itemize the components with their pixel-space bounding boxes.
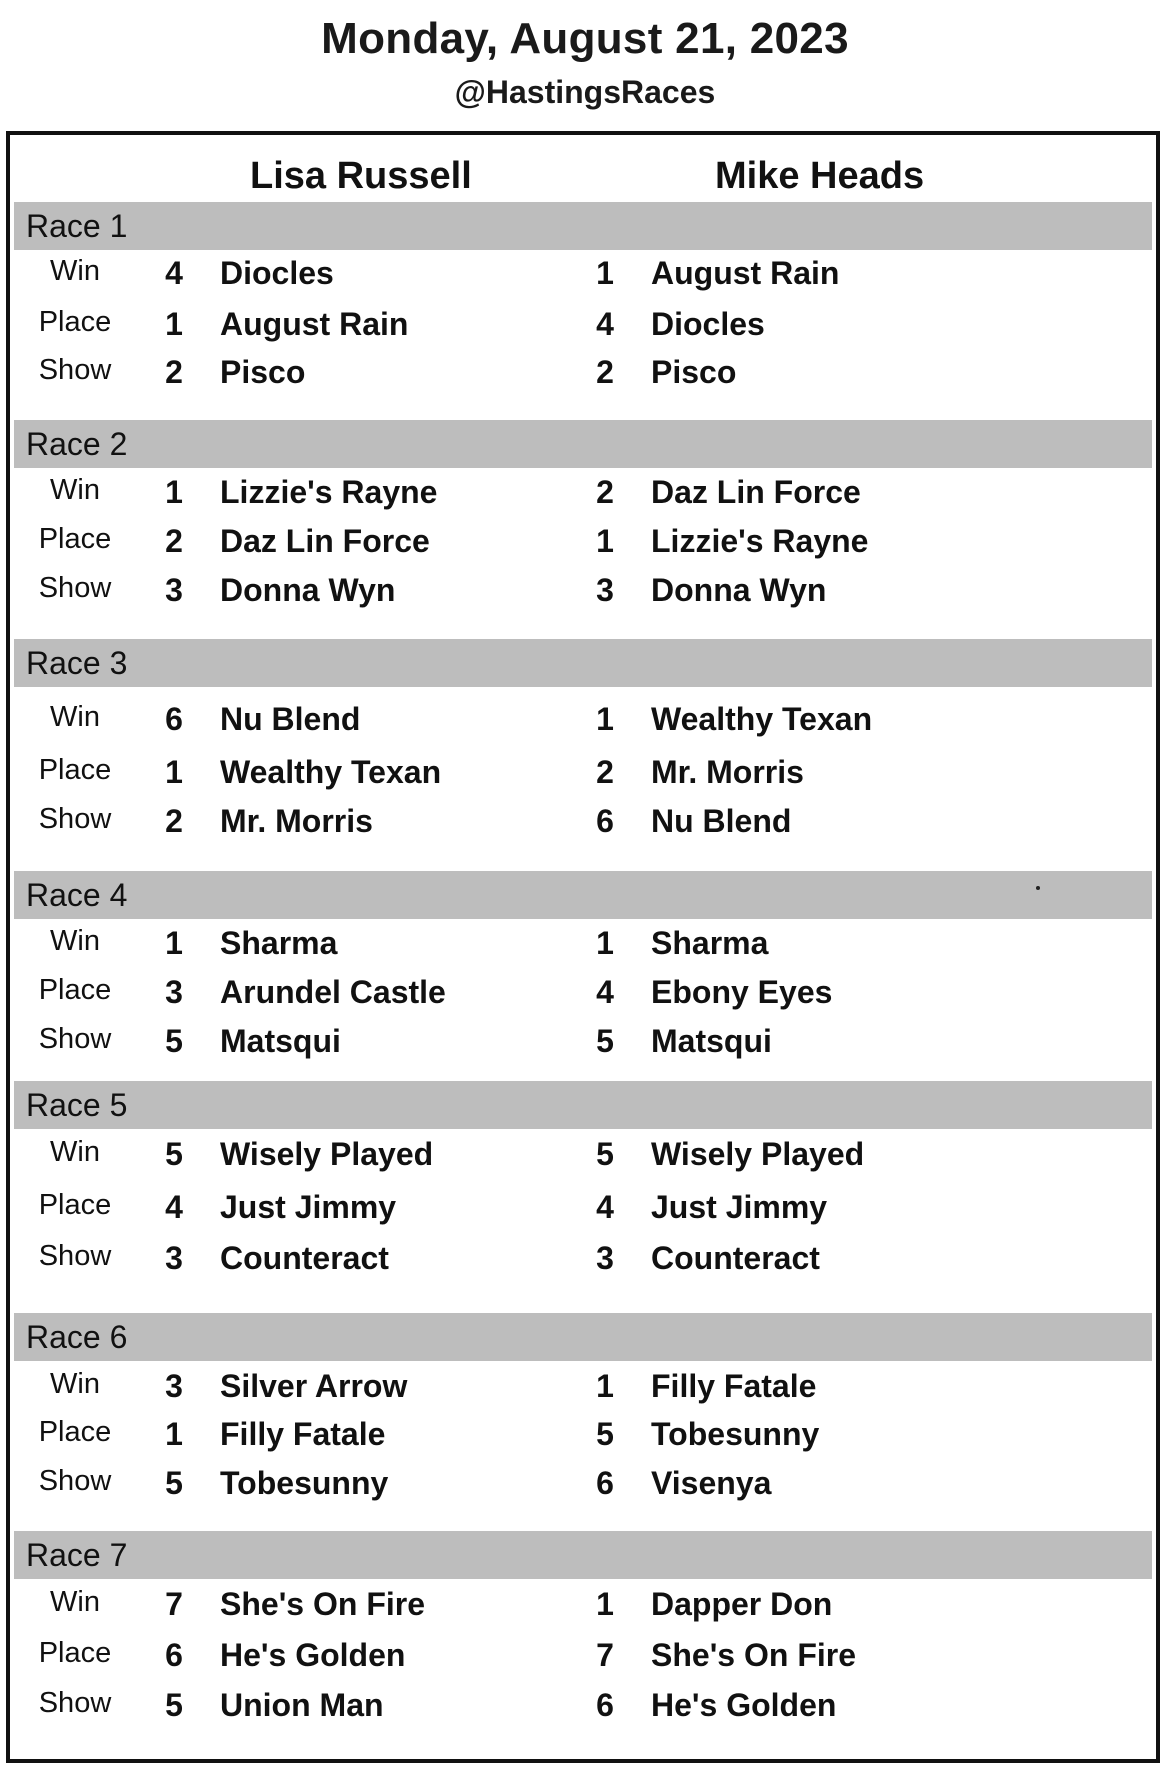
finish-position: Place [38,523,112,555]
mike-program-number: 2 [596,474,614,510]
mike-program-number: 5 [596,1136,614,1172]
finish-position: Show [38,803,112,835]
lisa-horse-name: Wealthy Texan [220,754,442,790]
race-label: Race 7 [26,1537,128,1573]
pick-row [14,925,1152,969]
lisa-horse-name: Filly Fatale [220,1416,386,1452]
pick-row [14,1240,1152,1284]
finish-position: Show [38,1240,112,1272]
pick-row [14,701,1152,745]
mike-program-number: 3 [596,572,614,608]
race-header-bar [14,1313,1152,1361]
pick-row [14,523,1152,567]
mike-horse-name: Lizzie's Rayne [651,523,869,559]
finish-position: Place [38,754,112,786]
lisa-program-number: 1 [165,1416,183,1452]
pick-row [14,474,1152,518]
lisa-horse-name: Nu Blend [220,701,361,737]
mike-program-number: 2 [596,754,614,790]
finish-position: Win [50,474,100,506]
pick-row [14,255,1152,299]
mike-program-number: 5 [596,1023,614,1059]
pick-row [14,1189,1152,1233]
lisa-horse-name: Arundel Castle [220,974,446,1010]
handicapper-name-lisa: Lisa Russell [250,155,472,197]
pick-row [14,1465,1152,1509]
finish-position: Win [50,701,100,733]
race-header-bar [14,420,1152,468]
pick-row [14,1368,1152,1412]
stray-dot [1036,886,1040,890]
mike-horse-name: Diocles [651,306,765,342]
lisa-horse-name: Daz Lin Force [220,523,430,559]
race-label: Race 6 [26,1319,128,1355]
race-label: Race 3 [26,645,128,681]
lisa-program-number: 5 [165,1023,183,1059]
mike-program-number: 1 [596,701,614,737]
lisa-program-number: 2 [165,803,183,839]
twitter-handle: @HastingsRaces [454,74,716,110]
race-header-bar [14,1081,1152,1129]
mike-horse-name: August Rain [651,255,840,291]
mike-program-number: 2 [596,354,614,390]
lisa-horse-name: Lizzie's Rayne [220,474,438,510]
finish-position: Place [38,1416,112,1448]
mike-horse-name: Nu Blend [651,803,792,839]
lisa-program-number: 3 [165,1240,183,1276]
lisa-horse-name: Silver Arrow [220,1368,408,1404]
finish-position: Show [38,1023,112,1055]
lisa-horse-name: Sharma [220,925,338,961]
lisa-program-number: 4 [165,255,183,291]
lisa-program-number: 3 [165,1368,183,1404]
pick-row [14,974,1152,1018]
lisa-program-number: 4 [165,1189,183,1225]
pick-row [14,572,1152,616]
finish-position: Win [50,255,100,287]
lisa-program-number: 5 [165,1687,183,1723]
lisa-program-number: 5 [165,1136,183,1172]
mike-horse-name: Mr. Morris [651,754,804,790]
lisa-program-number: 6 [165,1637,183,1673]
mike-horse-name: He's Golden [651,1687,837,1723]
mike-program-number: 1 [596,1368,614,1404]
race-label: Race 4 [26,877,128,913]
mike-program-number: 4 [596,974,614,1010]
lisa-horse-name: August Rain [220,306,409,342]
lisa-horse-name: Just Jimmy [220,1189,397,1225]
lisa-program-number: 1 [165,925,183,961]
lisa-program-number: 5 [165,1465,183,1501]
mike-program-number: 1 [596,255,614,291]
lisa-horse-name: Wisely Played [220,1136,434,1172]
mike-horse-name: Counteract [651,1240,820,1276]
lisa-horse-name: Counteract [220,1240,389,1276]
mike-program-number: 3 [596,1240,614,1276]
handicapper-name-mike: Mike Heads [715,155,925,197]
finish-position: Place [38,306,112,338]
lisa-horse-name: Union Man [220,1687,384,1723]
race-label: Race 1 [26,208,128,244]
lisa-horse-name: She's On Fire [220,1586,425,1622]
finish-position: Place [38,974,112,1006]
race-header-bar [14,639,1152,687]
mike-horse-name: Wealthy Texan [651,701,873,737]
lisa-program-number: 2 [165,523,183,559]
pick-row [14,1023,1152,1067]
pick-row [14,803,1152,847]
lisa-horse-name: He's Golden [220,1637,406,1673]
race-header-bar [14,871,1152,919]
mike-horse-name: Donna Wyn [651,572,827,608]
mike-program-number: 6 [596,1465,614,1501]
pick-row [14,1416,1152,1460]
lisa-program-number: 3 [165,572,183,608]
page-title: Monday, August 21, 2023 [321,14,849,63]
pick-row [14,1136,1152,1180]
finish-position: Win [50,1368,100,1400]
pick-row [14,1586,1152,1630]
finish-position: Show [38,1687,112,1719]
pick-row [14,354,1152,398]
mike-horse-name: Filly Fatale [651,1368,817,1404]
lisa-horse-name: Mr. Morris [220,803,373,839]
race-label: Race 2 [26,426,128,462]
finish-position: Show [38,572,112,604]
lisa-horse-name: Pisco [220,354,306,390]
finish-position: Win [50,925,100,957]
mike-program-number: 1 [596,1586,614,1622]
mike-horse-name: Tobesunny [651,1416,820,1452]
mike-horse-name: Pisco [651,354,737,390]
mike-program-number: 1 [596,523,614,559]
lisa-program-number: 7 [165,1586,183,1622]
mike-program-number: 4 [596,306,614,342]
mike-horse-name: Matsqui [651,1023,772,1059]
mike-horse-name: She's On Fire [651,1637,856,1673]
finish-position: Show [38,354,112,386]
lisa-program-number: 2 [165,354,183,390]
lisa-horse-name: Donna Wyn [220,572,396,608]
mike-program-number: 6 [596,1687,614,1723]
pick-row [14,306,1152,350]
race-header-bar [14,1531,1152,1579]
picks-board [6,131,1160,1763]
mike-horse-name: Dapper Don [651,1586,833,1622]
finish-position: Show [38,1465,112,1497]
mike-horse-name: Daz Lin Force [651,474,861,510]
pick-row [14,1637,1152,1681]
mike-horse-name: Just Jimmy [651,1189,828,1225]
mike-program-number: 1 [596,925,614,961]
lisa-program-number: 1 [165,754,183,790]
pick-row [14,1687,1152,1731]
pick-row [14,754,1152,798]
lisa-program-number: 1 [165,474,183,510]
mike-horse-name: Wisely Played [651,1136,865,1172]
lisa-horse-name: Tobesunny [220,1465,389,1501]
finish-position: Place [38,1189,112,1221]
mike-program-number: 5 [596,1416,614,1452]
lisa-program-number: 1 [165,306,183,342]
mike-program-number: 6 [596,803,614,839]
finish-position: Win [50,1136,100,1168]
race-label: Race 5 [26,1087,128,1123]
lisa-program-number: 6 [165,701,183,737]
lisa-horse-name: Matsqui [220,1023,341,1059]
mike-horse-name: Visenya [651,1465,772,1501]
mike-horse-name: Sharma [651,925,769,961]
race-header-bar [14,202,1152,250]
mike-program-number: 4 [596,1189,614,1225]
lisa-horse-name: Diocles [220,255,334,291]
lisa-program-number: 3 [165,974,183,1010]
finish-position: Win [50,1586,100,1618]
mike-horse-name: Ebony Eyes [651,974,833,1010]
finish-position: Place [38,1637,112,1669]
mike-program-number: 7 [596,1637,614,1673]
